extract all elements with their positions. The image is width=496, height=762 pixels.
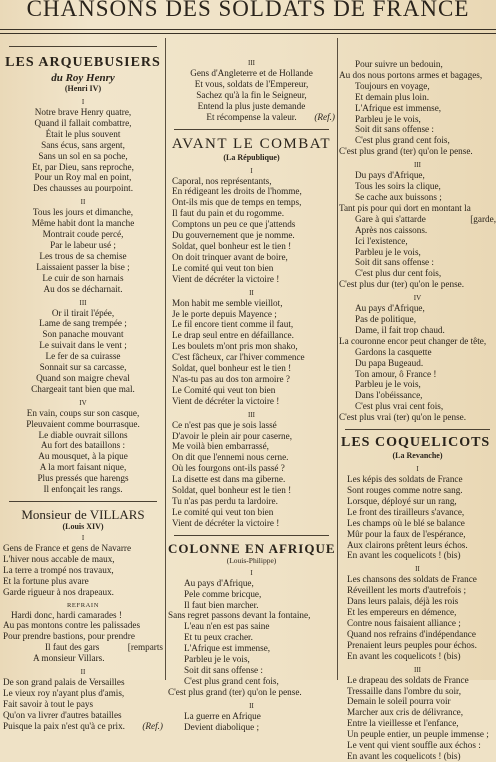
verse-line: Un peuple entier, un peuple immense ;: [347, 729, 489, 740]
stanza-number: III: [79, 298, 87, 307]
verse-line: Où les fourgons ont-ils passé ?: [172, 463, 285, 474]
verse-line-with-overflow: [3, 642, 163, 653]
verse-line: Au pays d'Afrique,: [184, 577, 254, 588]
verse-line: Dans l'obéissance,: [355, 390, 423, 401]
verse-line: Ton amour, ô France !: [355, 368, 437, 379]
verse-line: Marcher aux cris de délivrance,: [347, 707, 464, 718]
stanza: [3, 107, 163, 194]
verse-line: Du gouvernement que je nomme.: [172, 230, 295, 241]
masthead-title: CHANSONS DES SOLDATS DE FRANCE: [26, 0, 470, 21]
stanza: [3, 677, 163, 732]
refrain: [3, 610, 163, 665]
verse-line: Le cuir de son harnais: [42, 272, 124, 283]
verse-line: Le front des tirailleurs s'avance,: [347, 506, 465, 517]
stanza-number: II: [249, 701, 254, 710]
song-subtitle: du Roy Henry: [51, 72, 115, 84]
column-divider-2: [337, 38, 338, 680]
verse-line: Le diable ouvrait sillons: [38, 429, 128, 440]
verse-line: Sans écus, sans argent,: [41, 139, 125, 150]
stanza-number: III: [248, 410, 255, 419]
verse-line: Le comité qui veut ton bien: [172, 506, 274, 517]
overflow-word: [remparts: [127, 642, 163, 653]
verse-line: Tu n'as pas perdu ta lardoire.: [172, 496, 278, 506]
verse-line: Et la fortune plus avare: [3, 575, 89, 586]
verse-line: L'Afrique est immense,: [355, 102, 442, 113]
verse-line: Soit dit sans offense :: [355, 124, 434, 135]
verse-line: Demain le soleil pourra voir: [347, 696, 451, 707]
stanza-number: I: [81, 98, 85, 106]
verse-line: Pele comme bricque,: [184, 588, 262, 599]
verse-line: Dame, il fait trop chaud.: [355, 324, 445, 335]
verse-line-with-overflow: [339, 214, 496, 225]
stanza: [339, 170, 496, 290]
verse-line: Aux clairons prêtent leurs échos.: [347, 539, 468, 550]
verse-line: L'hiver nous accable de maux,: [3, 553, 115, 564]
stanza: [3, 207, 163, 294]
verse-line: Tous les jours et dimanche,: [32, 207, 134, 218]
stanza: [168, 176, 335, 285]
verse-line: C'est plus grand cent fois,: [184, 675, 279, 686]
stanza: [168, 711, 335, 733]
verse-line: Le comité qui veut ton bien: [172, 262, 274, 273]
verse-line: Entend la plus juste demande: [197, 100, 306, 111]
verse-line: La disette est dans ma giberne.: [172, 474, 286, 485]
stanza-number: IV: [413, 294, 422, 303]
verse-line: Il faut bien marcher.: [184, 599, 259, 610]
verse-line: Pour un Roy mal en point,: [34, 172, 132, 183]
verse-line: Le vent qui vient souffle aux échos :: [347, 740, 481, 751]
stanza: [3, 308, 163, 395]
verse-line: Et demain plus loin.: [355, 91, 430, 102]
refrain-marker: (Ref.): [314, 111, 335, 122]
stanza-number: III: [414, 665, 421, 674]
stanza: [168, 68, 335, 123]
verse-line: C'est plus dur cent fois,: [355, 268, 442, 279]
verse-line: En vain, coups sur son casque,: [26, 407, 140, 418]
verse-line: Fait savoir à tout le pays: [3, 698, 94, 709]
verse-line: Gens d'Angleterre et de Hollande: [190, 68, 313, 78]
verse-line: Lorsque, déployé sur un rang,: [347, 495, 457, 506]
verse-line: L'Afrique est immense,: [184, 643, 271, 654]
verse-line: En avant les coquelicots ! (bis): [347, 550, 461, 561]
verse-line: Se cache aux buissons ;: [355, 191, 442, 202]
masthead-rule-bottom: [0, 33, 496, 34]
verse-line: Quand nos refrains d'indépendance: [347, 628, 476, 639]
verse-line: Il faut des gars: [45, 642, 100, 653]
verse-line: Ici l'existence,: [355, 235, 408, 246]
verse-line: Soit dit sans offense :: [355, 257, 434, 268]
verse-line: Mûr pour la faux de l'espérance,: [347, 528, 466, 539]
verse-line: Au pas montons contre les palissades: [3, 620, 141, 631]
verse-line: Pas de politique,: [355, 314, 416, 325]
verse-line: Comptons un peu ce que j'attends: [172, 219, 296, 230]
verse-line: Hardi donc, hardi camarades !: [11, 609, 122, 620]
column-divider-1: [165, 38, 166, 680]
stanza: [339, 303, 496, 423]
stanza: [3, 408, 163, 495]
verse-line: Entre la vieillesse et l'enfance,: [347, 718, 459, 729]
verse-line: En rédigeant les droits de l'homme,: [172, 186, 302, 197]
verse-line: Les boulets m'ont pris mon shako,: [172, 341, 298, 352]
verse-line: Or il tirait l'épée,: [51, 307, 115, 318]
verse-line: A monsieur Villars.: [33, 653, 105, 664]
verse-line: Quand son maigre cheval: [36, 372, 130, 383]
masthead: [0, 0, 496, 26]
stanza-number: I: [250, 568, 253, 577]
verse-line: Garde rigueur à nos drapeaux.: [3, 586, 114, 597]
verse-line: Les trous de sa chemise: [39, 250, 127, 261]
section-rule: [9, 501, 157, 502]
song-era: (Louis XIV): [62, 522, 104, 531]
verse-line: Vient de décréter la victoire !: [172, 395, 280, 406]
column-3: [339, 42, 496, 761]
verse-line: Vient de décréter la victoire !: [172, 273, 280, 284]
verse-line: On doit trinquer avant de boire,: [172, 251, 288, 262]
section-rule: [174, 129, 329, 130]
verse-line: Au pays d'Afrique,: [355, 303, 425, 314]
verse-line: Gare à qui s'attarde: [355, 213, 426, 224]
verse-line: Gens de France et gens de Navarre: [3, 543, 132, 553]
stanza: [339, 474, 496, 561]
verse-line: Des chausses au pourpoint.: [32, 183, 134, 194]
song-title: AVANT LE COMBAT: [171, 135, 332, 152]
verse-line: Sans regret passons devant la fontaine,: [168, 610, 311, 621]
verse-line-with-ref: [168, 112, 335, 123]
verse-line: Gardons la casquette: [355, 346, 432, 357]
verse-line: Soit dit sans offense :: [184, 664, 263, 675]
verse-line: Parbleu je le vois,: [355, 379, 421, 390]
verse-line: Et récompense la valeur.: [206, 111, 297, 122]
verse-line: Même habit dont la manche: [31, 218, 135, 229]
section-rule: [9, 46, 157, 47]
verse-line: C'est plus dur (ter) qu'on le pense.: [339, 279, 465, 290]
verse-line: Et, par Dieu, sans reproche,: [32, 161, 134, 172]
verse-line: Par le labeur usé ;: [50, 239, 116, 250]
verse-line: Réveillent les morts d'autrefois ;: [347, 585, 467, 596]
song-title: LES COQUELICOTS: [341, 435, 491, 451]
stanza: [168, 578, 335, 698]
verse-line: C'est plus vrai cent fois,: [355, 401, 444, 412]
verse-line: Il enfonçait les rangs.: [43, 484, 123, 495]
verse-line: Tous les soirs la clique,: [355, 181, 441, 192]
verse-line: Laissaient passer la bise ;: [36, 261, 130, 272]
verse-line: On dit que l'ennemi nous cerne.: [172, 452, 289, 463]
stanza-number: II: [80, 668, 86, 677]
refrain-marker: (Ref.): [142, 720, 163, 731]
verse-line: La terre a trompé nos travaux,: [3, 564, 114, 575]
verse-line: Après nos caissons.: [355, 224, 428, 235]
stanza-number: II: [249, 288, 254, 297]
verse-line: Et les empereurs en démence,: [347, 607, 457, 618]
verse-line: Prenaient leurs peuples pour échos.: [347, 639, 477, 650]
verse-line: Sans un sol en sa poche,: [38, 150, 128, 161]
verse-line: D'avoir le plein air pour caserne,: [172, 430, 293, 441]
verse-line: Il faut du pain et du rogomme.: [172, 208, 285, 219]
verse-line: En avant les coquelicots ! (bis): [347, 750, 461, 761]
verse-line: Pour suivre un bedouin,: [355, 59, 443, 69]
verse-line: Caporal, nos représentants,: [172, 175, 272, 186]
song-era: (La République): [223, 152, 280, 162]
verse-line: Le fil encore tient comme il faut,: [172, 319, 294, 330]
verse-line: Ont-ils mis que de temps en temps,: [172, 197, 302, 208]
verse-line: A la mort faisant nique,: [39, 462, 127, 473]
verse-line: Toujours en voyage,: [355, 80, 430, 91]
verse-line: De son grand palais de Versailles: [3, 677, 125, 688]
verse-line: C'est plus grand (ter) qu'on le pense.: [339, 146, 473, 157]
verse-line: Ce n'est pas que je sois lassé: [172, 419, 277, 430]
column-1: [3, 42, 163, 731]
verse-line: Dans leurs palais, déjà les rois: [347, 596, 459, 607]
stanza-number: II: [80, 198, 86, 207]
stanza-number: III: [414, 161, 421, 170]
verse-line: Parbleu je le vois,: [184, 654, 250, 665]
column-2: [168, 42, 336, 732]
stanza-number: II: [415, 565, 420, 574]
stanza-number: I: [250, 166, 253, 175]
song-era: (La Revanche): [392, 451, 443, 461]
verse-line: Les champs où le blé se balance: [347, 517, 465, 528]
stanza-number: I: [416, 465, 419, 474]
verse-line: Le fer de sa cuirasse: [45, 351, 121, 362]
verse-line: Et tu peux cracher.: [184, 632, 253, 643]
verse-line: Devient diabolique ;: [184, 721, 260, 732]
verse-line: Au dos nous portons armes et bagages,: [339, 69, 483, 80]
verse-line: Tressaille dans l'ombre du soir,: [347, 685, 461, 696]
verse-line: Pour prendre bastions, pour prendre: [3, 631, 135, 642]
verse-line: Vient de décréter la victoire !: [172, 517, 280, 528]
verse-line: Soldat, quel bonheur est le tien !: [172, 363, 292, 374]
verse-line: Du papa Bugeaud.: [355, 357, 424, 368]
verse-line: Tant pis pour qui dort en montant la: [339, 202, 471, 213]
section-rule: [174, 535, 329, 536]
stanza-number: IV: [79, 398, 87, 407]
verse-line: Soldat, quel bonheur est le tien !: [172, 485, 292, 496]
verse-line: Était le plus souvent: [45, 128, 121, 139]
stanza-number: I: [81, 534, 85, 542]
song-title: COLONNE EN AFRIQUE: [168, 540, 336, 556]
verse-line-with-ref: [3, 721, 163, 732]
verse-line: Plus pressés que harengs: [37, 473, 129, 484]
verse-line: Je le porte depuis Mayence ;: [172, 308, 277, 319]
stanza: [3, 543, 163, 598]
song-era: (Louis-Philippe): [226, 555, 277, 565]
verse-line: La guerre en Afrique: [184, 710, 261, 721]
verse-line: Sachez qu'à la fin le Seigneur,: [196, 89, 307, 100]
verse-line: C'est plus grand (ter) qu'on le pense.: [168, 686, 302, 697]
verse-line: Parbleu je le vois,: [355, 113, 421, 124]
masthead-rule-top: [0, 29, 496, 30]
verse-line: Sonnait sur sa carcasse,: [39, 362, 127, 373]
verse-line: Du pays d'Afrique,: [355, 170, 425, 181]
verse-line: Le Comité qui veut ton bien: [172, 384, 276, 395]
verse-line: Quand il fallait combattre,: [34, 117, 132, 128]
section-rule: [345, 429, 490, 430]
song-title: Monsieur de VILLARS: [21, 507, 145, 522]
verse-line: Montrait coude percé,: [42, 229, 124, 240]
verse-line: Son panache mouvant: [42, 329, 124, 340]
verse-line: Le vieux roy n'ayant plus d'amis,: [3, 687, 125, 698]
verse-line: Le drap seul entre en défaillance.: [172, 330, 294, 341]
verse-line: N'as-tu pas au dos ton armoire ?: [172, 373, 290, 384]
verse-line: Parbleu je le vois,: [355, 246, 421, 257]
stanza-number: III: [248, 59, 255, 67]
verse-line: Chargeait tant bien que mal.: [31, 383, 135, 394]
stanza: [339, 574, 496, 661]
verse-line: Puisque la paix n'est qu'à ce prix.: [3, 720, 125, 731]
verse-line: Et vous, soldats de l'Empereur,: [194, 78, 309, 89]
verse-line: L'eau n'en est pas saine: [184, 621, 270, 632]
verse-line: Pleuvaient comme bourrasque.: [26, 418, 140, 429]
verse-line: Mon habit me semble vieillot,: [172, 297, 283, 308]
verse-line: Au fort des bataillons :: [40, 440, 126, 451]
verse-line: Les chansons des soldats de France: [347, 574, 477, 585]
stanza: [339, 59, 496, 157]
verse-line: Qu'on va livrer d'autres batailles: [3, 709, 122, 720]
song-title: LES ARQUEBUSIERS: [5, 55, 161, 70]
verse-line: En avant les coquelicots ! (bis): [347, 650, 461, 661]
stanza: [168, 298, 335, 407]
verse-line: Lame de sang trempée ;: [39, 318, 127, 329]
verse-line: Le suivait dans le vent ;: [39, 340, 127, 351]
verse-line: C'est plus grand cent fois,: [355, 135, 450, 146]
stanza: [339, 675, 496, 762]
verse-line: Notre brave Henry quatre,: [34, 107, 132, 117]
verse-line: Au dos se décharnait.: [43, 283, 123, 294]
verse-line: Contre nous faisaient alliance ;: [347, 617, 461, 628]
verse-line: C'est fâcheux, car l'hiver commence: [172, 352, 305, 363]
refrain-label: REFRAIN: [66, 601, 99, 609]
verse-line: Soldat, quel bonheur est le tien !: [172, 240, 292, 251]
verse-line: Au mousquet, à la pique: [38, 451, 128, 462]
overflow-word: [garde,: [470, 213, 496, 224]
song-era: (Henri IV): [64, 84, 102, 93]
verse-line: Le drapeau des soldats de France: [347, 674, 469, 685]
verse-line: Les képis des soldats de France: [347, 474, 463, 485]
verse-line: Me voilà bien embarrassé,: [172, 441, 269, 452]
verse-line: C'est plus vrai (ter) qu'on le pense.: [339, 412, 467, 423]
verse-line: La couronne encor peut changer de tête,: [339, 335, 487, 346]
stanza: [168, 420, 335, 529]
verse-line: Sont rouges comme notre sang.: [347, 485, 463, 495]
